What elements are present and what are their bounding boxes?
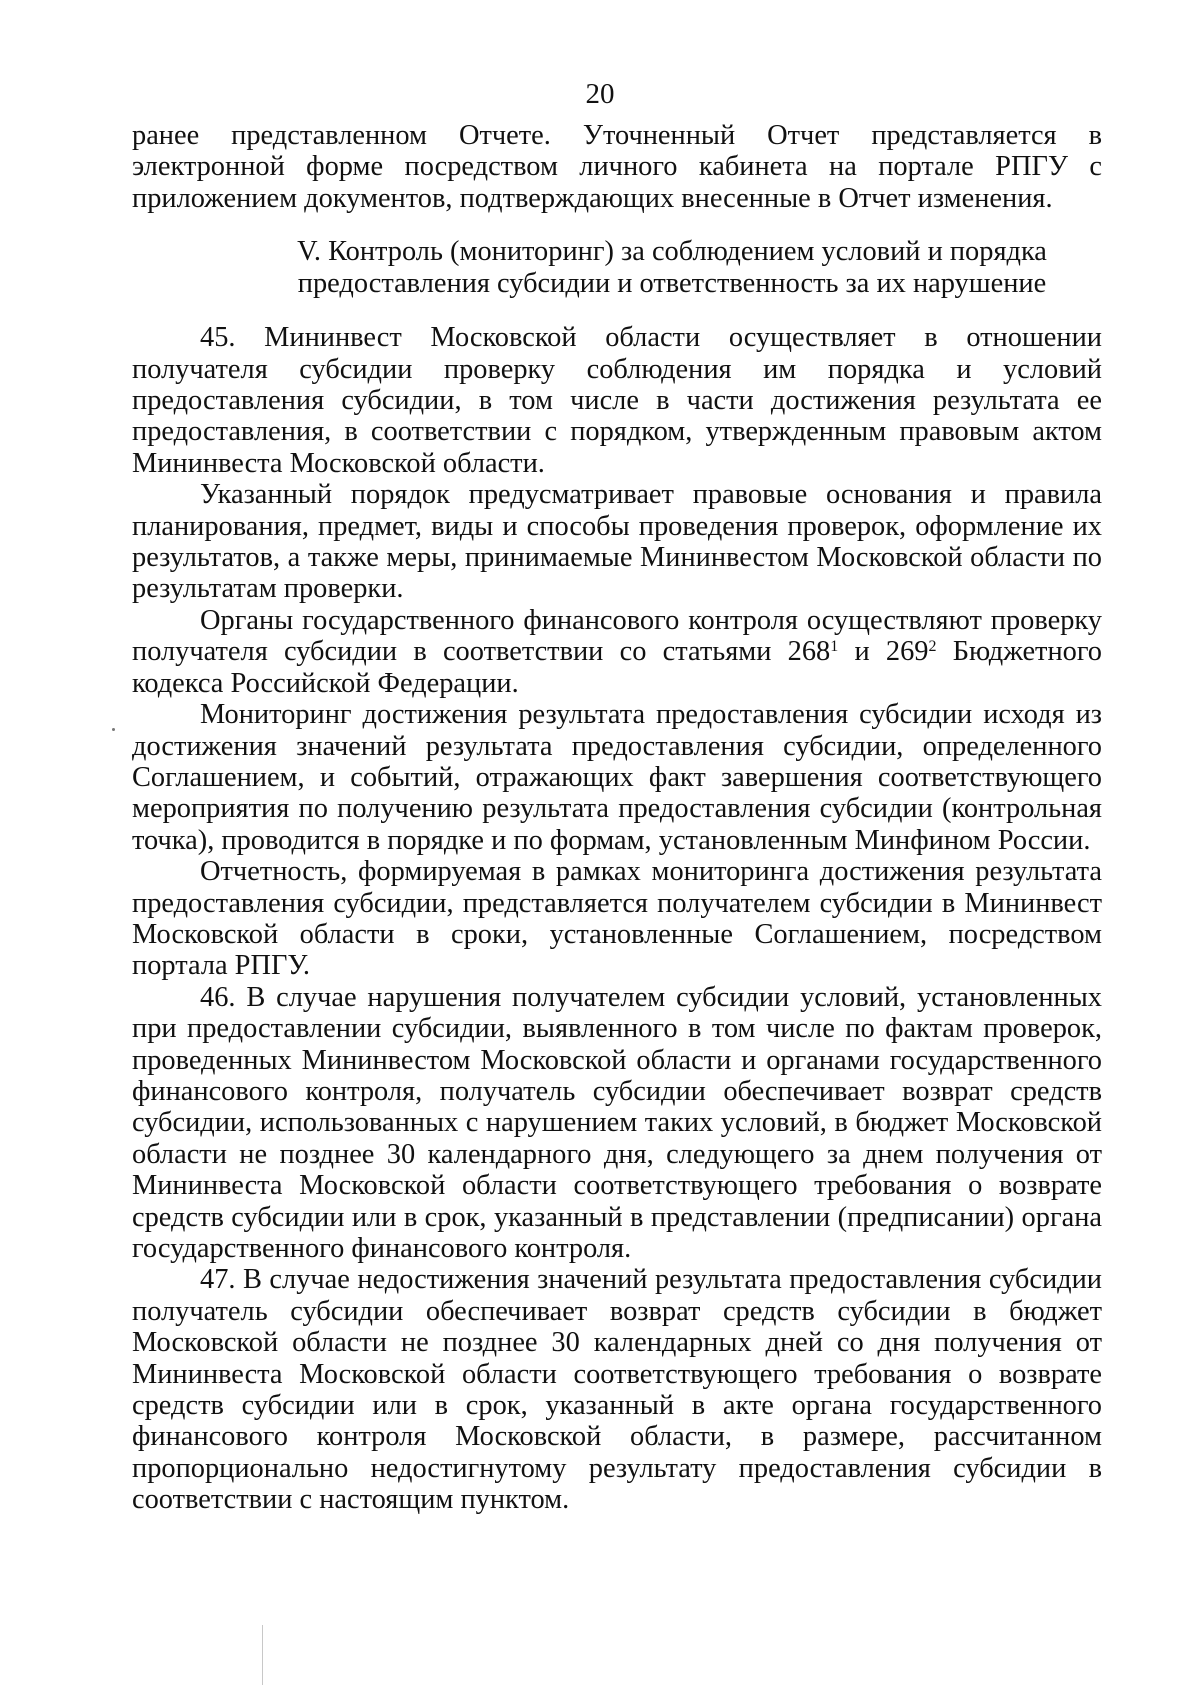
paragraph-text: Бюджетного кодекса Российской Федерации. [132, 636, 1102, 699]
scan-speck [112, 728, 115, 731]
section-heading [132, 236, 1102, 300]
footnote-superscript: 1 [830, 638, 839, 656]
paragraph-45-procedure: Указанный порядок предусматривает правовые основания и правила планирования, предмет, виды и способы проведения проверок, оформление их результатов, а также меры, принимаемые Мининвестом Московской области по результатам проверки. [132, 479, 1102, 605]
document-body [132, 120, 1102, 1516]
paragraph-text: и 269 [838, 636, 929, 668]
paragraph-text: Органы государственного финансового контроля осуществляют проверку получателя субсидии в соответствии со статьями 268 [132, 604, 1102, 668]
paragraph-46: 46. В случае нарушения получателем субсидии условий, установленных при предоставлении субсидии, выявленного в том числе по фактам проверок, проведенных Мининвестом Московской области и органами государственного финансового контроля, получатель субсидии обеспечивает возврат средств субсидии, использованных с нарушением таких условий, в бюджет Московской области не позднее 30 календарного дня, следующего за днем получения от Мининвеста Московской области соответствующего требования о возврате средств субсидии или в срок, указанный в представлении (предписании) органа государственного финансового контроля. [132, 981, 1102, 1264]
paragraph-continuation: ранее представленном Отчете. Уточненный Отчет представляется в электронной форме посредством личного кабинета на портале РПГУ с приложением документов, подтверждающих внесенные в Отчет изменения. [132, 120, 1102, 214]
page-number: 20 [585, 78, 615, 110]
paragraph-45: 45. Мининвест Московской области осуществляет в отношении получателя субсидии проверку соблюдения им порядка и условий предоставления субсидии, в том числе в части достижения результата ее предоставления, в соответствии с порядком, утвержденным правовым актом Мининвеста Московской области. [132, 322, 1102, 479]
paragraph-45-monitoring: Мониторинг достижения результата предоставления субсидии исходя из достижения значений результата предоставления субсидии, определенного Соглашением, и событий, отражающих факт завершения соответствующего мероприятия по получению результата предоставления субсидии (контрольная точка), проводится в порядке и по формам, установленным Минфином России. [132, 699, 1102, 856]
section-heading-line1: V. Контроль (мониторинг) за соблюдением условий и порядка [297, 236, 1047, 268]
footnote-superscript: 2 [928, 638, 937, 656]
paragraph-45-financial-control [132, 605, 1102, 699]
section-heading-line2: предоставления субсидии и ответственность за их нарушение [297, 268, 1047, 300]
paragraph-47: 47. В случае недостижения значений результата предоставления субсидии получатель субсидии обеспечивает возврат средств субсидии в бюджет Московской области не позднее 30 календарных дней со дня получения от Мининвеста Московской области соответствующего требования о возврате средств субсидии или в срок, указанный в акте органа государственного финансового контроля Московской области, в размере, рассчитанном пропорционально недостигнутому результату предоставления субсидии в соответствии с настоящим пунктом. [132, 1264, 1102, 1516]
scan-artifact-line [262, 1625, 263, 1685]
paragraph-45-reporting: Отчетность, формируемая в рамках мониторинга достижения результата предоставления субсидии, представляется получателем субсидии в Мининвест Московской области в сроки, установленные Соглашением, посредством портала РПГУ. [132, 856, 1102, 982]
